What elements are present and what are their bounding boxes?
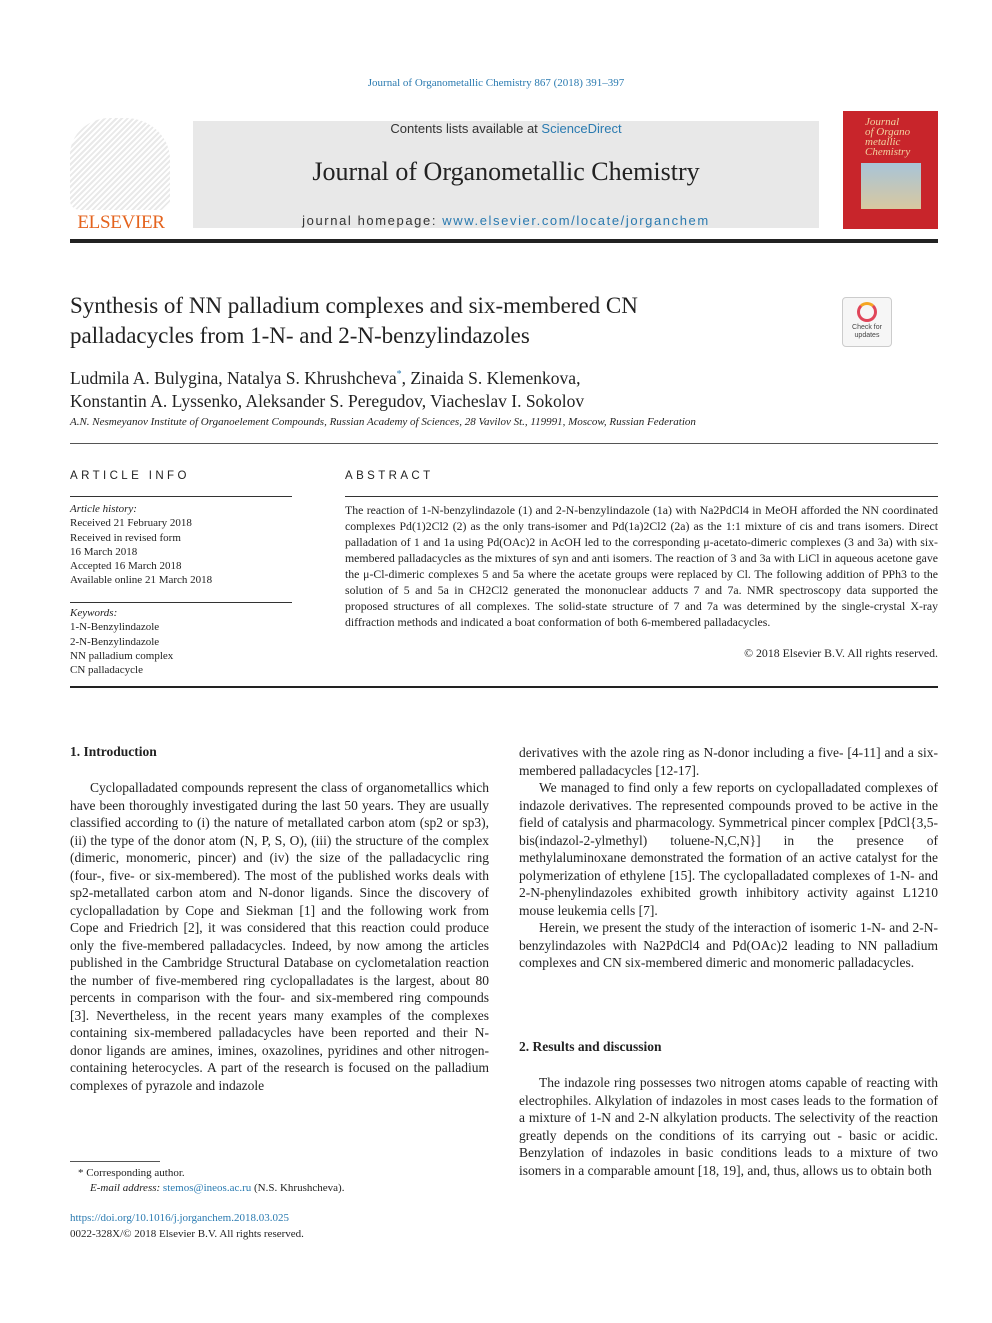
journal-cover-image[interactable] — [843, 111, 938, 229]
sciencedirect-link[interactable]: ScienceDirect — [541, 121, 622, 136]
check-updates-icon — [857, 302, 877, 322]
publisher-logo-text: ELSEVIER — [77, 212, 165, 233]
divider — [345, 496, 938, 497]
introduction-heading: 1. Introduction — [70, 744, 157, 759]
divider — [70, 686, 938, 688]
results-text: The indazole ring possesses two nitrogen atoms capable of reacting with electrophiles. Alkylation of indazoles in most cases leads to the formation of a mixture of 1-N and 2-N alkylation products. The selectivity of the reaction greatly depends on the conditions of its carrying out - basic or acidic. Benzylation of indazoles in basic conditions leads to a mixture of two isomers in a comparable amount [18, 19], and, thus, allows us to obtain both — [519, 1075, 938, 1178]
contents-line: Contents lists available at ScienceDirect — [390, 121, 622, 136]
abstract-heading: ABSTRACT — [345, 470, 434, 482]
issn-copyright: 0022-328X/© 2018 Elsevier B.V. All rights reserved. — [70, 1228, 304, 1240]
cover-building-picture — [861, 163, 921, 209]
article-info-heading: ARTICLE INFO — [70, 470, 190, 482]
article-history: Article history: Received 21 February 2018 Received in revised form 16 March 2018 Accepted 16 March 2018 Available online 21 March 2018 — [70, 503, 213, 587]
journal-title: Journal of Organometallic Chemistry — [312, 157, 700, 186]
doi-link[interactable]: https://doi.org/10.1016/j.jorganchem.2018.03.025 — [70, 1212, 289, 1224]
cover-title: Journal of Organo metallic Chemistry — [865, 116, 911, 158]
check-for-updates-button[interactable] — [842, 297, 892, 347]
divider — [70, 443, 938, 444]
introduction-column-left: Cyclopalladated compounds represent the class of organometallics which have been thoroughly investigated during the last 50 years. They are usually classified according to (i) the nature of metallated carbon atom (sp2 or sp3), (ii) the type of the donor atom (N, P, S, O), (iii) the structure of the complex (dimeric, monomeric, pincer) and (iv) the size of the palladacyclic ring (four-, five- or six-membered). The most of the published works deals with sp2-metallated carbon atom and N-donor ligands. Since the discovery of cyclopalladation by Cope and Siekman [1] and the following work from Cope and Friedrich [2], it was considered that this reaction could produce only the five-membered palladacycles. Indeed, by now among the articles published in the Cambridge Structural Database on cyclometalation reaction the number of five-membered ring cyclopalladates is the largest, about 80 percents in comparison with the four- and six-membered ring compounds [3]. Nevertheless, in the recent years many examples of the complexes containing six-membered palladacycles have been reported and their N-donor ligands are amines, imines, oxazolines, pyridines and other nitrogen-containing heterocycles. A part of the research is focused on the palladium complexes of pyrazole and indazole — [70, 780, 489, 1093]
email-link[interactable]: stemos@ineos.ac.ru — [162, 1182, 252, 1194]
abstract-text: The reaction of 1-N-benzylindazole (1) and 2-N-benzylindazole (1a) with Na2PdCl4 in MeOH afforded the NN coordinated complexes Pd(1)2Cl2 (2) as the only trans-isomer and Pd(1a)2Cl2 (2a) as the 1:1 mixture of cis and trans isomers. Direct palladation of 1 and 1a using Pd(OAc)2 in AcOH led to the corresponding μ-acetato-dimeric complexes (3 and 3a) with six-membered palladacycles as the mixtures of syn and anti isomers. The reaction of 3 and 3a with LiCl in aqueous acetone gave the μ-Cl-dimeric complexes 5 and 5a where the acetate groups were replaced by Cl. The following addition of PPh3 to the solution of 5 and 5a in CH2Cl2 generated the mononuclear adducts 7 and 7a. NMR spectroscopy data supported the proposed structures of all complexes. The solid-state structure of 7 and 7a was determined by the single-crystal X-ray diffraction methods and indicated a boat conformation of both 6-membered palladacycles. — [345, 503, 938, 629]
homepage-link[interactable]: www.elsevier.com/locate/jorganchem — [442, 213, 710, 228]
divider — [70, 602, 292, 603]
keywords: Keywords: 1-N-Benzylindazole 2-N-Benzylindazole NN palladium complex CN palladacycle — [70, 607, 174, 677]
affiliation: A.N. Nesmeyanov Institute of Organoelement Compounds, Russian Academy of Sciences, 28 Vavilov St., 119991, Moscow, Russian Federation — [70, 416, 696, 428]
corresponding-author-marker[interactable]: * — [396, 369, 402, 380]
results-heading: 2. Results and discussion — [519, 1039, 662, 1054]
divider — [70, 496, 292, 497]
header-divider — [70, 239, 938, 243]
homepage-line: journal homepage: www.elsevier.com/locate/jorganchem — [302, 213, 710, 228]
paper-title: Synthesis of NN palladium complexes and six-membered CN palladacycles from 1-N- and 2-N-benzylindazoles — [70, 293, 638, 348]
author-list: Ludmila A. Bulygina, Natalya S. Khrushcheva*, Zinaida S. Klemenkova, Konstantin A. Lyssenko, Aleksander S. Peregudov, Viacheslav I. Sokolov — [70, 367, 585, 411]
journal-reference[interactable]: Journal of Organometallic Chemistry 867 (2018) 391–397 — [367, 77, 625, 89]
abstract-copyright: © 2018 Elsevier B.V. All rights reserved. — [744, 646, 938, 660]
introduction-column-right: derivatives with the azole ring as N-donor including a five- [4-11] and a six-membered palladacycles [12-17]. We managed to find only a few reports on cyclopalladated complexes of indazole derivatives. The represented compounds proved to be active in the field of catalysis and pharmacology. Symmetrical pincer complex [PdCl{3,5-bis(indazol-2-ylmethyl) toluene-N,C,N}] in the presence of methylaluminoxane demonstrated the formation of an active catalyst for the polymerization of ethylene [15]. The cyclopalladated complexes of 1-N- and 2-N-phenylindazoles exhibited growth inhibitory activity against L1210 mouse leukemia cells [7]. Herein, we present the study of the interaction of isomeric 1-N- and 2-N-benzylindazoles with Na2PdCl4 and Pd(OAc)2 leading to NN palladium complexes and CN six-membered dimeric and monomeric palladacycles. — [519, 745, 938, 970]
check-updates-label: Check for updates — [852, 324, 882, 339]
footnote: * Corresponding author. E-mail address: stemos@ineos.ac.ru (N.S. Khrushcheva). — [78, 1167, 345, 1194]
footnote-divider — [70, 1161, 160, 1162]
